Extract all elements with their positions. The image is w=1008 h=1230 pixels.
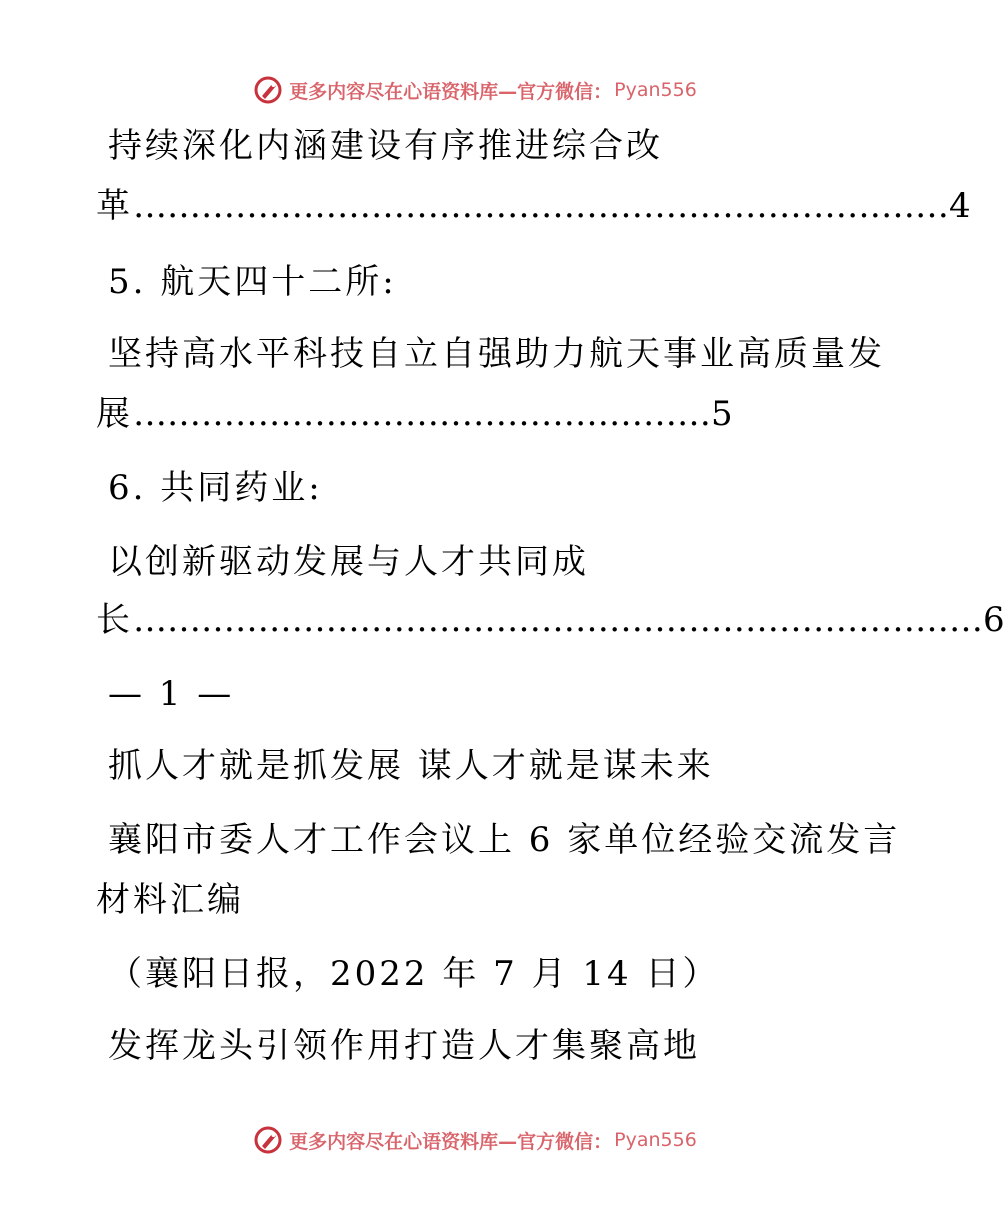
bottom-watermark xyxy=(0,1120,950,1160)
toc-entry-4-tail: 革 xyxy=(96,186,133,226)
toc-entry-6-tail: 长 xyxy=(96,600,133,640)
toc-entry-5-title: 坚持高水平科技自立自强助力航天事业高质量发 xyxy=(108,334,885,374)
toc-leader-dots: ……………………………………………………………… xyxy=(133,186,949,226)
toc-entry-4-title: 持续深化内涵建设有序推进综合改 xyxy=(108,126,663,166)
toc-entry-6-title: 以创新驱动发展与人才共同成 xyxy=(108,542,589,582)
watermark-id: Pyan556 xyxy=(614,79,697,101)
toc-entry-6-continuation xyxy=(96,600,1008,640)
toc-heading-5: 5. 航天四十二所: xyxy=(108,262,397,302)
toc-leader-dots: ………………………………………………………………… xyxy=(133,600,983,640)
toc-page-number: 5 xyxy=(711,394,736,434)
section-title: 发挥龙头引领作用打造人才集聚高地 xyxy=(108,1026,700,1066)
article-headline: 抓人才就是抓发展 谋人才就是谋未来 xyxy=(108,746,714,786)
pen-logo-icon xyxy=(253,75,283,105)
toc-heading-6: 6. 共同药业: xyxy=(108,468,323,508)
toc-entry-5-tail: 展 xyxy=(96,394,133,434)
watermark-text: 更多内容尽在心语资料库—官方微信： xyxy=(289,1130,613,1153)
article-source: （襄阳日报，2022 年 7 月 14 日） xyxy=(108,954,720,994)
article-subtitle-line-2: 材料汇编 xyxy=(96,880,244,920)
article-subtitle-line-1: 襄阳市委人才工作会议上 6 家单位经验交流发言 xyxy=(108,820,901,860)
toc-page-number: 6 xyxy=(983,600,1008,640)
toc-page-number: 4 xyxy=(949,186,974,226)
pen-logo-icon xyxy=(253,1125,283,1155)
top-watermark xyxy=(0,70,950,110)
toc-leader-dots: …………………………………………… xyxy=(133,394,711,434)
toc-entry-5-continuation xyxy=(96,394,736,434)
page-number: — 1 — xyxy=(108,674,235,714)
toc-entry-4-continuation xyxy=(96,186,974,226)
watermark-text: 更多内容尽在心语资料库—官方微信： xyxy=(289,80,613,103)
watermark-id: Pyan556 xyxy=(614,1129,697,1151)
